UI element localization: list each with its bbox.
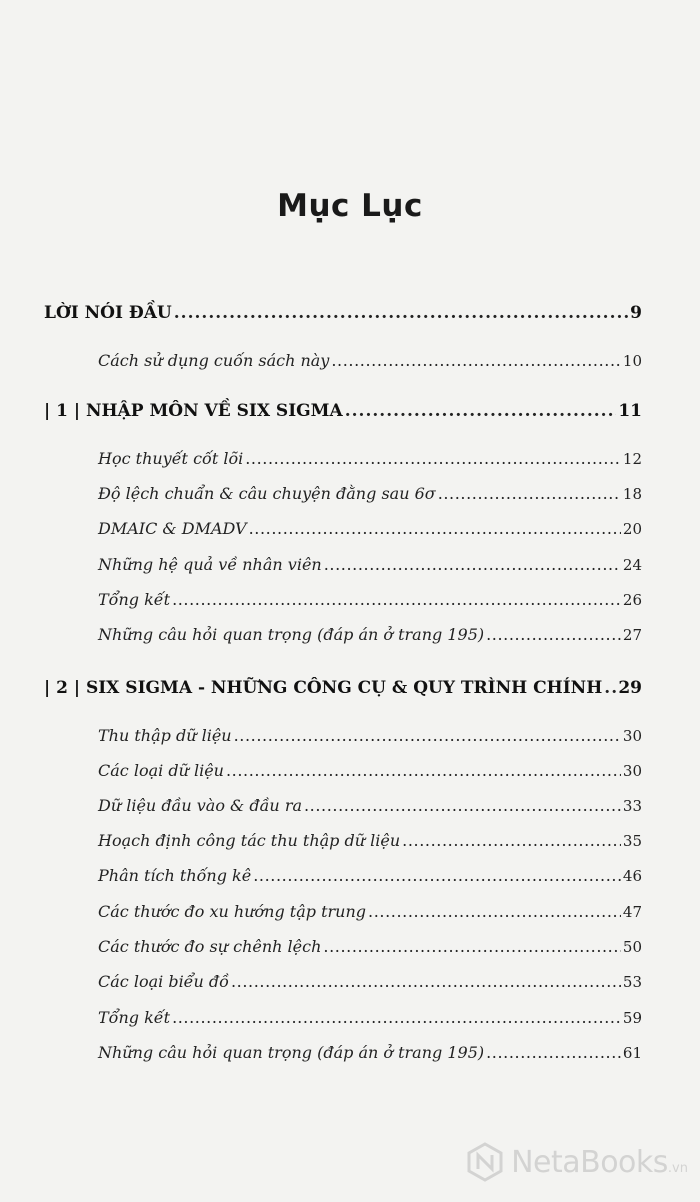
toc-entry <box>98 351 642 370</box>
toc-page-number: 53 <box>622 973 642 991</box>
toc-entry <box>98 866 642 885</box>
toc-entry <box>98 972 642 991</box>
toc-entry-title: Các thước đo xu hướng tập trung <box>98 902 367 921</box>
watermark-brand: NetaBooks <box>511 1144 668 1180</box>
toc-page-number: 47 <box>622 903 642 921</box>
toc-page-number: 24 <box>622 556 642 574</box>
toc-page-number: 27 <box>622 626 642 644</box>
toc-page-number: 61 <box>622 1044 642 1062</box>
toc-entry <box>98 726 642 745</box>
dot-leader <box>438 484 621 503</box>
toc-entry <box>98 1043 642 1062</box>
dot-leader <box>486 1043 621 1062</box>
dot-leader <box>249 519 621 538</box>
toc-entry <box>98 937 642 956</box>
toc-entry-title: Các loại dữ liệu <box>98 761 224 780</box>
toc-page-number: 50 <box>622 938 642 956</box>
toc-entry <box>98 519 642 538</box>
dot-leader <box>402 831 621 850</box>
toc-entry-title: Tổng kết <box>98 1008 171 1027</box>
dot-leader <box>172 590 621 609</box>
toc-entry-title: Độ lệch chuẩn & câu chuyện đằng sau 6σ <box>98 484 436 503</box>
toc-page-number: 30 <box>622 727 642 745</box>
toc-chapter-2 <box>44 678 642 698</box>
toc-page-number: 18 <box>622 485 642 503</box>
toc-page-number: 20 <box>622 520 642 538</box>
dot-leader <box>345 401 617 421</box>
toc-entry <box>98 831 642 850</box>
toc-entry <box>98 902 642 921</box>
dot-leader <box>226 761 621 780</box>
netabooks-watermark <box>465 1142 688 1182</box>
toc-entry-title: Hoạch định công tác thu thập dữ liệu <box>98 831 401 850</box>
toc-entry <box>98 449 642 468</box>
toc-entry-title: Dữ liệu đầu vào & đầu ra <box>98 796 302 815</box>
toc-entry-title: Phân tích thống kê <box>98 866 252 885</box>
toc-page-number: 59 <box>622 1009 642 1027</box>
dot-leader <box>324 555 621 574</box>
toc-entry-title: Thu thập dữ liệu <box>98 726 232 745</box>
netabooks-logo-icon <box>465 1142 505 1182</box>
toc-page-number: 46 <box>622 867 642 885</box>
toc-page-number: 35 <box>622 832 642 850</box>
toc-entry <box>98 484 642 503</box>
dot-leader <box>253 866 621 885</box>
toc-page-number: 26 <box>622 591 642 609</box>
toc-entry-title: Tổng kết <box>98 590 171 609</box>
dot-leader <box>323 937 621 956</box>
toc-entry-title: Những hệ quả về nhân viên <box>98 555 322 574</box>
page-title: Mục Lục <box>277 188 423 224</box>
toc-entry <box>98 590 642 609</box>
toc-entry-title: Các thước đo sự chênh lệch <box>98 937 322 956</box>
dot-leader <box>174 303 628 323</box>
dot-leader <box>368 902 621 921</box>
toc-entry-title: Những câu hỏi quan trọng (đáp án ở trang 195) <box>98 625 485 644</box>
toc-page-number: 11 <box>618 401 642 421</box>
toc-entry <box>98 761 642 780</box>
watermark-suffix: .vn <box>667 1161 688 1176</box>
dot-leader <box>304 796 621 815</box>
dot-leader <box>604 678 616 698</box>
toc-entry-title: Cách sử dụng cuốn sách này <box>98 351 330 370</box>
toc-chapter-title: LỜI NÓI ĐẦU <box>44 303 172 323</box>
dot-leader <box>245 449 621 468</box>
toc-entry <box>98 625 642 644</box>
toc-page-number: 29 <box>618 678 642 698</box>
toc-chapter-1 <box>44 401 642 421</box>
dot-leader <box>486 625 621 644</box>
toc-chapter-title: | 2 | SIX SIGMA - NHỮNG CÔNG CỤ & QUY TRÌNH CHÍNH <box>44 678 603 698</box>
toc-chapter-preface <box>44 303 642 323</box>
toc-entry <box>98 796 642 815</box>
toc-page-number: 33 <box>622 797 642 815</box>
toc-entry-title: DMAIC & DMADV <box>98 519 247 538</box>
toc-entry-title: Các loại biểu đồ <box>98 972 229 991</box>
dot-leader <box>231 972 621 991</box>
toc-page-number: 10 <box>622 352 642 370</box>
toc-entry-title: Những câu hỏi quan trọng (đáp án ở trang 195) <box>98 1043 485 1062</box>
toc-entry <box>98 1008 642 1027</box>
dot-leader <box>172 1008 621 1027</box>
toc-entry <box>98 555 642 574</box>
toc-page-number: 9 <box>630 303 642 323</box>
toc-page-number: 12 <box>622 450 642 468</box>
toc-page-number: 30 <box>622 762 642 780</box>
dot-leader <box>234 726 621 745</box>
toc-entry-title: Học thuyết cốt lõi <box>98 449 244 468</box>
toc-chapter-title: | 1 | NHẬP MÔN VỀ SIX SIGMA <box>44 401 343 421</box>
dot-leader <box>331 351 621 370</box>
